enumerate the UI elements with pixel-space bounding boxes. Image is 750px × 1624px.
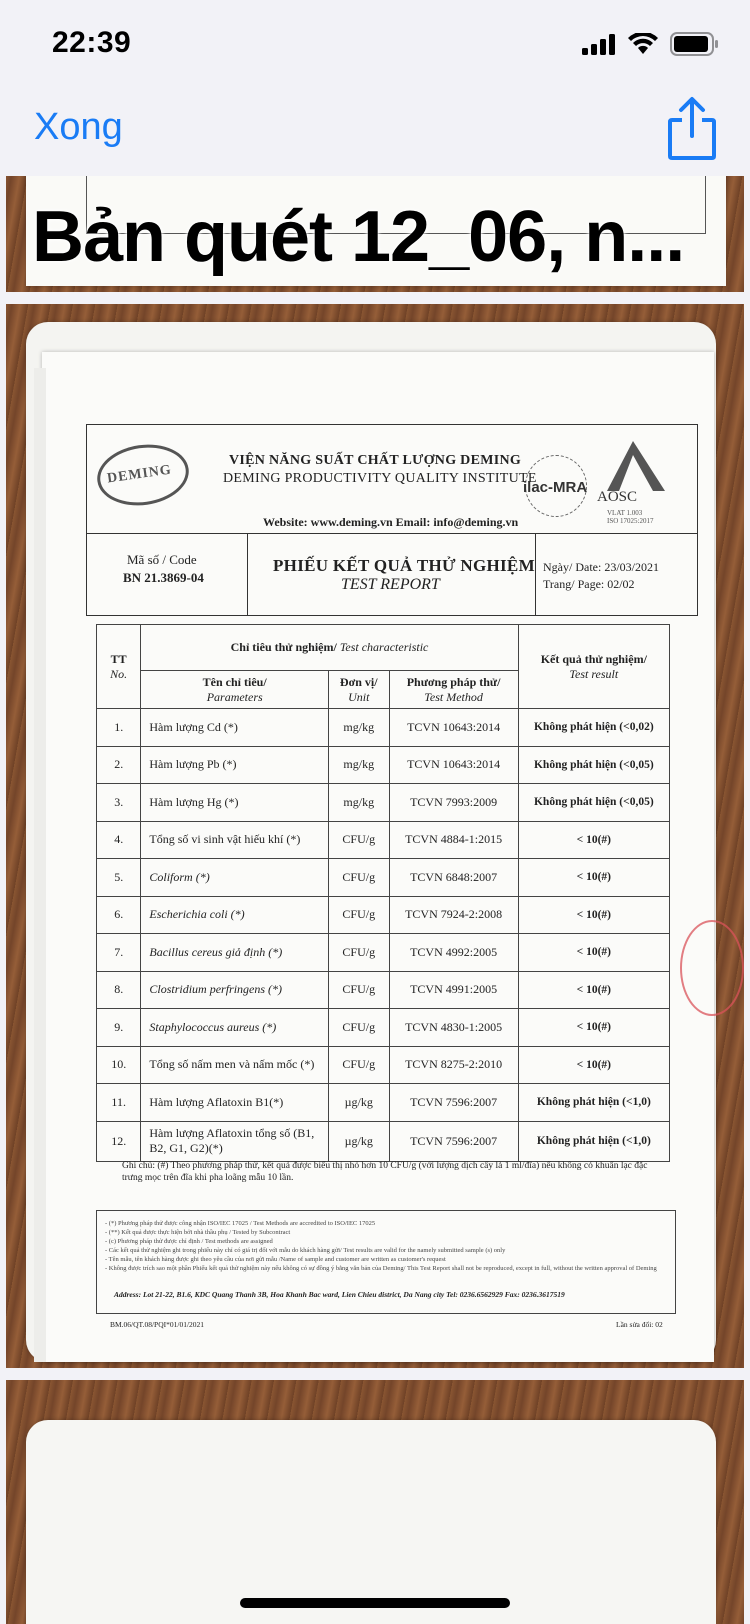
row-method: TCVN 6848:2007: [389, 859, 518, 897]
footer-note-line: - Tên mẫu, tên khách hàng được ghi theo yêu cầu của nơi gửi mẫu /Name of sample and customer are written as customer's request: [105, 1256, 446, 1263]
row-parameter: Bacillus cereus giả định (*): [141, 934, 329, 972]
row-result: < 10(#): [518, 1009, 669, 1047]
header-parameters: [141, 671, 329, 709]
row-result: Không phát hiện (<1,0): [518, 1121, 669, 1161]
deming-logo-text: DEMING: [106, 462, 173, 487]
row-result: Không phát hiện (<1,0): [518, 1084, 669, 1122]
battery-icon: [670, 32, 720, 56]
row-number: 12.: [97, 1121, 141, 1161]
footer-note-line: - Không được trích sao một phần Phiếu kết quả thử nghiệm này nếu không có sự đồng ý bằng văn bản của Deming/ This Test Report shall not be reproduced, except in full, without the written approval of Deming: [105, 1265, 657, 1272]
row-unit: µg/kg: [329, 1084, 390, 1122]
ilac-mra-text: ilac-MRA: [523, 479, 588, 496]
header-unit: [329, 671, 390, 709]
aosc-accreditation-standard: ISO 17025:2017: [607, 517, 654, 525]
institute-address: Address: Lot 21-22, B1.6, KDC Quang Thanh 3B, Hoa Khanh Bac ward, Lien Chieu district, Da Nang city Tel: 0236.6562929 Fax: 0236.3617519: [114, 1290, 565, 1299]
row-result: < 10(#): [518, 859, 669, 897]
share-icon: [664, 96, 720, 162]
row-unit: mg/kg: [329, 746, 390, 784]
row-result: < 10(#): [518, 1046, 669, 1084]
table-row: [97, 1084, 670, 1122]
header-test-result-label-en: Test result: [569, 666, 619, 681]
row-parameter: Staphylococcus aureus (*): [141, 1009, 329, 1047]
row-unit: CFU/g: [329, 971, 390, 1009]
report-info-row: [86, 534, 698, 616]
test-results-table: [96, 624, 670, 1162]
institute-name-vn: VIỆN NĂNG SUẤT CHẤT LƯỢNG DEMING: [229, 453, 522, 468]
header-test-characteristic: [141, 625, 518, 671]
row-unit: mg/kg: [329, 709, 390, 747]
row-parameter: Hàm lượng Cd (*): [141, 709, 329, 747]
row-method: TCVN 7596:2007: [389, 1084, 518, 1122]
row-parameter: Hàm lượng Pb (*): [141, 746, 329, 784]
row-number: 5.: [97, 859, 141, 897]
header-test-result-label: Kết quả thử nghiệm/: [540, 651, 647, 666]
row-method: TCVN 4991:2005: [389, 971, 518, 1009]
report-header: [86, 424, 698, 534]
report-page: Trang/ Page: 02/02: [543, 577, 635, 591]
report-footer-notes: [105, 1219, 657, 1273]
header-unit-label-en: Unit: [348, 689, 370, 704]
row-number: 4.: [97, 821, 141, 859]
footer-note-line: - (c) Phương pháp thử được chỉ định / Test methods are assigned: [105, 1238, 273, 1245]
revision-number: Lần sửa đổi: 02: [616, 1320, 663, 1329]
red-seal-stamp: [680, 920, 744, 1016]
divider: [247, 534, 248, 616]
header-parameters-label-en: Parameters: [206, 689, 263, 704]
row-number: 7.: [97, 934, 141, 972]
status-time: 22:39: [52, 26, 132, 59]
row-number: 10.: [97, 1046, 141, 1084]
row-number: 1.: [97, 709, 141, 747]
table-row: [97, 896, 670, 934]
header-test-characteristic-label: Chỉ tiêu thử nghiệm/: [230, 640, 337, 654]
aosc-accreditation-code: VLAT 1.003: [607, 509, 643, 517]
row-method: TCVN 7993:2009: [389, 784, 518, 822]
aosc-logo: [603, 439, 669, 493]
row-result: Không phát hiện (<0,05): [518, 746, 669, 784]
row-method: TCVN 7924-2:2008: [389, 896, 518, 934]
report-note: Ghi chú: (#) Theo phương pháp thử, kết quả được biểu thị nhỏ hơn 10 CFU/g (với lượng dịch cấy là 1 ml/đĩa) nếu không có khuẩn lạc đặc trưng mọc trên đĩa khi pha loãng mẫu 10 lần.: [122, 1161, 648, 1183]
table-row: [97, 821, 670, 859]
row-parameter: Clostridium perfringens (*): [141, 971, 329, 1009]
table-row: [97, 746, 670, 784]
footer-note-line: - (*) Phương pháp thử được công nhận ISO/IEC 17025 / Test Methods are accredited to ISO/IEC 17025: [105, 1220, 376, 1227]
row-result: < 10(#): [518, 934, 669, 972]
row-number: 3.: [97, 784, 141, 822]
row-parameter: Hàm lượng Aflatoxin tổng số (B1, B2, G1, G2)(*): [141, 1121, 329, 1161]
table-row: [97, 1121, 670, 1161]
row-number: 11.: [97, 1084, 141, 1122]
table-row: [97, 1046, 670, 1084]
row-parameter: Hàm lượng Aflatoxin B1(*): [141, 1084, 329, 1122]
table-row: [97, 971, 670, 1009]
done-button[interactable]: Xong: [34, 106, 123, 148]
row-method: TCVN 7596:2007: [389, 1121, 518, 1161]
row-number: 2.: [97, 746, 141, 784]
row-result: < 10(#): [518, 896, 669, 934]
row-result: < 10(#): [518, 821, 669, 859]
share-button[interactable]: [664, 96, 720, 162]
header-test-method-label-en: Test Method: [424, 689, 483, 704]
navigation-bar: [0, 88, 750, 176]
document-title: Bản quét 12_06, n...: [32, 197, 685, 277]
institute-name-en: DEMING PRODUCTIVITY QUALITY INSTITUTE: [223, 471, 537, 486]
table-row: [97, 1009, 670, 1047]
header-test-method: [389, 671, 518, 709]
header-unit-label: Đơn vị/: [339, 674, 378, 689]
header-parameters-label: Tên chỉ tiêu/: [202, 674, 267, 689]
row-method: TCVN 4884-1:2015: [389, 821, 518, 859]
row-parameter: Escherichia coli (*): [141, 896, 329, 934]
footer-note-line: - Các kết quả thử nghiệm ghi trong phiếu này chỉ có giá trị đối với mẫu do khách hàng gửi/ Test results are valid for the namely submitted sample (s) only: [105, 1247, 506, 1254]
report-date: Ngày/ Date: 23/03/2021: [543, 560, 659, 574]
row-number: 6.: [97, 896, 141, 934]
wifi-icon: [628, 33, 658, 55]
row-unit: CFU/g: [329, 1009, 390, 1047]
table-row: [97, 709, 670, 747]
footer-note-line: - (**) Kết quả được thực hiện bởi nhà thầu phụ / Tested by Subcontract: [105, 1229, 291, 1236]
row-unit: CFU/g: [329, 821, 390, 859]
header-no: [97, 625, 141, 709]
row-method: TCVN 4992:2005: [389, 934, 518, 972]
row-unit: CFU/g: [329, 934, 390, 972]
row-number: 9.: [97, 1009, 141, 1047]
cellular-signal-icon: [582, 33, 616, 55]
page-paper-edge: [34, 368, 46, 1362]
report-title-en: TEST REPORT: [341, 576, 440, 593]
divider: [535, 534, 536, 616]
row-parameter: Tổng số nấm men và nấm mốc (*): [141, 1046, 329, 1084]
row-result: < 10(#): [518, 971, 669, 1009]
table-row: [97, 859, 670, 897]
row-number: 8.: [97, 971, 141, 1009]
row-method: TCVN 10643:2014: [389, 709, 518, 747]
institute-website: Website: www.deming.vn Email: info@deming.vn: [263, 515, 519, 529]
form-number: BM.06/QT.08/PQI*01/01/2021: [110, 1320, 205, 1329]
row-unit: µg/kg: [329, 1121, 390, 1161]
page-thumbnail-next[interactable]: [6, 1380, 744, 1624]
row-method: TCVN 8275-2:2010: [389, 1046, 518, 1084]
row-unit: CFU/g: [329, 1046, 390, 1084]
table-row: [97, 934, 670, 972]
status-bar: [0, 0, 750, 88]
row-method: TCVN 4830-1:2005: [389, 1009, 518, 1047]
row-unit: CFU/g: [329, 896, 390, 934]
aosc-text: AOSC: [597, 489, 638, 505]
status-icons: [582, 32, 720, 56]
header-no-label-en: No.: [110, 666, 128, 681]
header-test-result: [518, 625, 669, 709]
row-parameter: Hàm lượng Hg (*): [141, 784, 329, 822]
row-parameter: Tổng số vi sinh vật hiếu khí (*): [141, 821, 329, 859]
row-unit: CFU/g: [329, 859, 390, 897]
header-test-method-label: Phương pháp thử/: [406, 674, 501, 689]
next-page-paper: [26, 1420, 716, 1624]
header-test-characteristic-label-en: Test characteristic: [339, 640, 429, 654]
report-title-vn: PHIẾU KẾT QUẢ THỬ NGHIỆM: [273, 556, 535, 575]
row-method: TCVN 10643:2014: [389, 746, 518, 784]
row-parameter: Coliform (*): [141, 859, 329, 897]
row-result: Không phát hiện (<0,02): [518, 709, 669, 747]
row-unit: mg/kg: [329, 784, 390, 822]
home-indicator[interactable]: [240, 1598, 510, 1608]
code-value: BN 21.3869-04: [123, 570, 204, 585]
aosc-accreditation: [607, 509, 653, 525]
row-result: Không phát hiện (<0,05): [518, 784, 669, 822]
code-label: Mã số / Code: [127, 552, 197, 567]
header-no-label: TT: [110, 651, 127, 666]
table-row: [97, 784, 670, 822]
